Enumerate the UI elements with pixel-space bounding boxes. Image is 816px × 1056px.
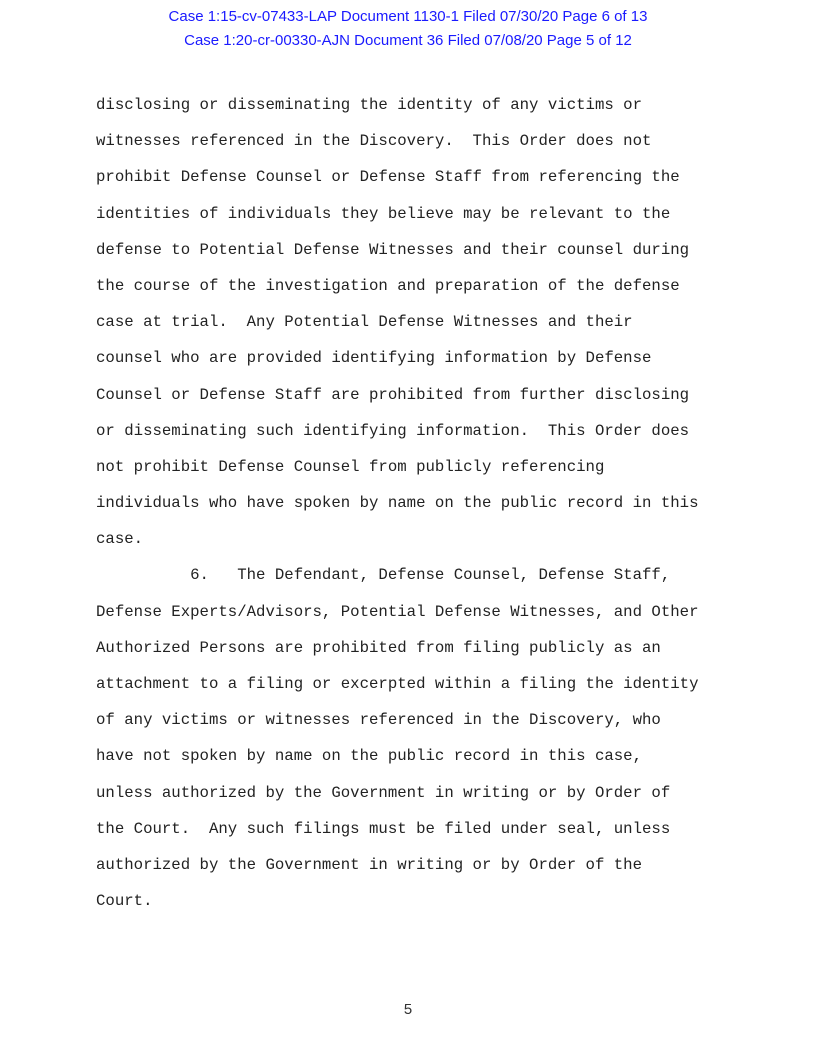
- text-line: the Court. Any such filings must be filed under seal, unless: [96, 819, 671, 838]
- text-line: or disseminating such identifying information. This Order does: [96, 421, 690, 440]
- text-line: identities of individuals they believe may be relevant to the: [96, 204, 671, 223]
- text-line: Authorized Persons are prohibited from filing publicly as an: [96, 638, 661, 657]
- text-line: case at trial. Any Potential Defense Witnesses and their: [96, 313, 633, 332]
- document-body: [96, 94, 699, 926]
- text-line: prohibit Defense Counsel or Defense Staff from referencing the: [96, 168, 680, 187]
- text-line: Defense Experts/Advisors, Potential Defense Witnesses, and Other: [96, 602, 699, 621]
- text-line: not prohibit Defense Counsel from publicly referencing: [96, 457, 605, 476]
- text-line: Court.: [96, 892, 153, 911]
- page-number: 5: [403, 1002, 413, 1019]
- text-line: counsel who are provided identifying information by Defense: [96, 349, 652, 368]
- text-line: attachment to a filing or excerpted within a filing the identity: [96, 675, 699, 693]
- text-line: authorized by the Government in writing or by Order of the: [96, 855, 643, 874]
- text-line: defense to Potential Defense Witnesses and their counsel during: [96, 240, 690, 259]
- text-line: case.: [96, 530, 144, 549]
- text-line: have not spoken by name on the public record in this case,: [96, 747, 643, 766]
- text-line: disclosing or disseminating the identity of any victims or: [96, 96, 643, 114]
- text-line: witnesses referenced in the Discovery. This Order does not: [96, 132, 652, 151]
- text-line: Counsel or Defense Staff are prohibited from further disclosing: [96, 385, 690, 404]
- text-line: of any victims or witnesses referenced in the Discovery, who: [96, 711, 661, 730]
- text-line: unless authorized by the Government in writing or by Order of: [96, 783, 671, 802]
- text-line: the course of the investigation and preparation of the defense: [96, 276, 680, 295]
- text-line: individuals who have spoken by name on the public record in this: [96, 494, 699, 513]
- text-line: 6. The Defendant, Defense Counsel, Defense Staff,: [96, 566, 671, 585]
- header-stamp-b: Case 1:20-cr-00330-AJN Document 36 Filed 07/08/20 Page 5 of 12: [184, 32, 632, 49]
- header-stamp-a: Case 1:15-cv-07433-LAP Document 1130-1 Filed 07/30/20 Page 6 of 13: [168, 8, 648, 25]
